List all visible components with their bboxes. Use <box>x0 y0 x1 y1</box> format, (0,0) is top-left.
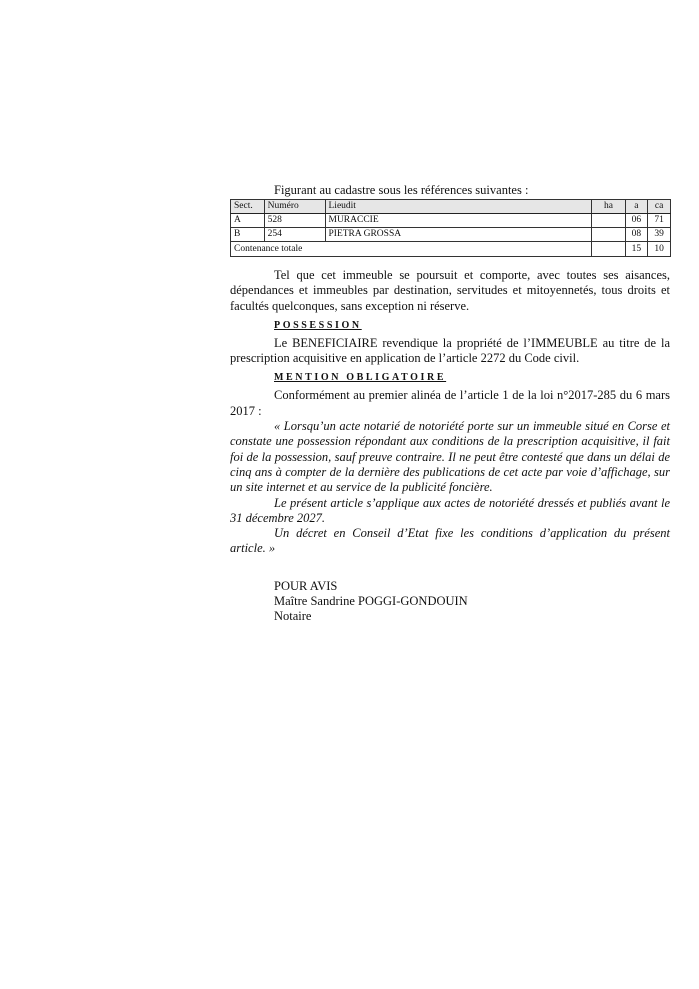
document-page <box>230 183 670 624</box>
cell-ha <box>592 228 625 242</box>
cell-sect: A <box>231 214 265 228</box>
cadastre-intro: Figurant au cadastre sous les références suivantes : <box>274 183 529 197</box>
cell-sect: B <box>231 228 265 242</box>
cadastre-table <box>230 199 671 257</box>
signature-pour-avis: POUR AVIS <box>274 578 338 593</box>
header-a: a <box>625 200 648 214</box>
cell-lieudit: MURACCIE <box>325 214 592 228</box>
cell-numero: 528 <box>264 214 325 228</box>
cell-a: 08 <box>625 228 648 242</box>
total-label: Contenance totale <box>231 242 592 257</box>
total-ha <box>592 242 625 257</box>
total-a: 15 <box>625 242 648 257</box>
cell-ha <box>592 214 625 228</box>
quote-paragraph-2: Le présent article s’applique aux actes de notoriété dressés et publiés avant le 31 décembre 2027. <box>230 495 670 525</box>
table-row <box>231 214 671 228</box>
paragraph-mention: Conformément au premier alinéa de l’article 1 de la loi n°2017-285 du 6 mars 2017 : <box>230 388 670 418</box>
signature-block <box>274 579 670 624</box>
header-lieudit: Lieudit <box>325 200 592 214</box>
header-sect: Sect. <box>231 200 265 214</box>
quote-paragraph-1: « Lorsqu’un acte notarié de notoriété porte sur un immeuble situé en Corse et constate une possession répondant aux conditions de la prescription acquisitive, il fait foi de la possession, sauf preuve contraire. Il ne peut être contesté que dans un délai de cinq ans à compter de la dernière des publications de cet acte par voie d’affichage, sur un site internet et au service de la publicité foncière. <box>230 419 670 495</box>
heading-mention-obligatoire: MENTION OBLIGATOIRE <box>274 372 447 384</box>
paragraph-immeuble: Tel que cet immeuble se poursuit et comporte, avec toutes ses aisances, dépendances et immeubles par destination, servitudes et mitoyennetés, tous droits et facultés quelconques, sans exception ni réserve. <box>230 268 670 313</box>
total-ca: 10 <box>648 242 671 257</box>
cell-a: 06 <box>625 214 648 228</box>
paragraph-possession: Le BENEFICIAIRE revendique la propriété de l’IMMEUBLE au titre de la prescription acquisitive en application de l’article 2272 du Code civil. <box>230 335 670 366</box>
signature-name: Maître Sandrine POGGI-GONDOUIN <box>274 593 468 608</box>
header-numero: Numéro <box>264 200 325 214</box>
cell-ca: 71 <box>648 214 671 228</box>
header-ca: ca <box>648 200 671 214</box>
signature-title: Notaire <box>274 608 312 623</box>
table-header-row <box>231 200 671 214</box>
quote-paragraph-3: Un décret en Conseil d’Etat fixe les conditions d’application du présent article. » <box>230 526 670 556</box>
table-total-row <box>231 242 671 257</box>
table-row <box>231 228 671 242</box>
cell-lieudit: PIETRA GROSSA <box>325 228 592 242</box>
header-ha: ha <box>592 200 625 214</box>
cell-ca: 39 <box>648 228 671 242</box>
cell-numero: 254 <box>264 228 325 242</box>
heading-possession: POSSESSION <box>274 319 362 331</box>
